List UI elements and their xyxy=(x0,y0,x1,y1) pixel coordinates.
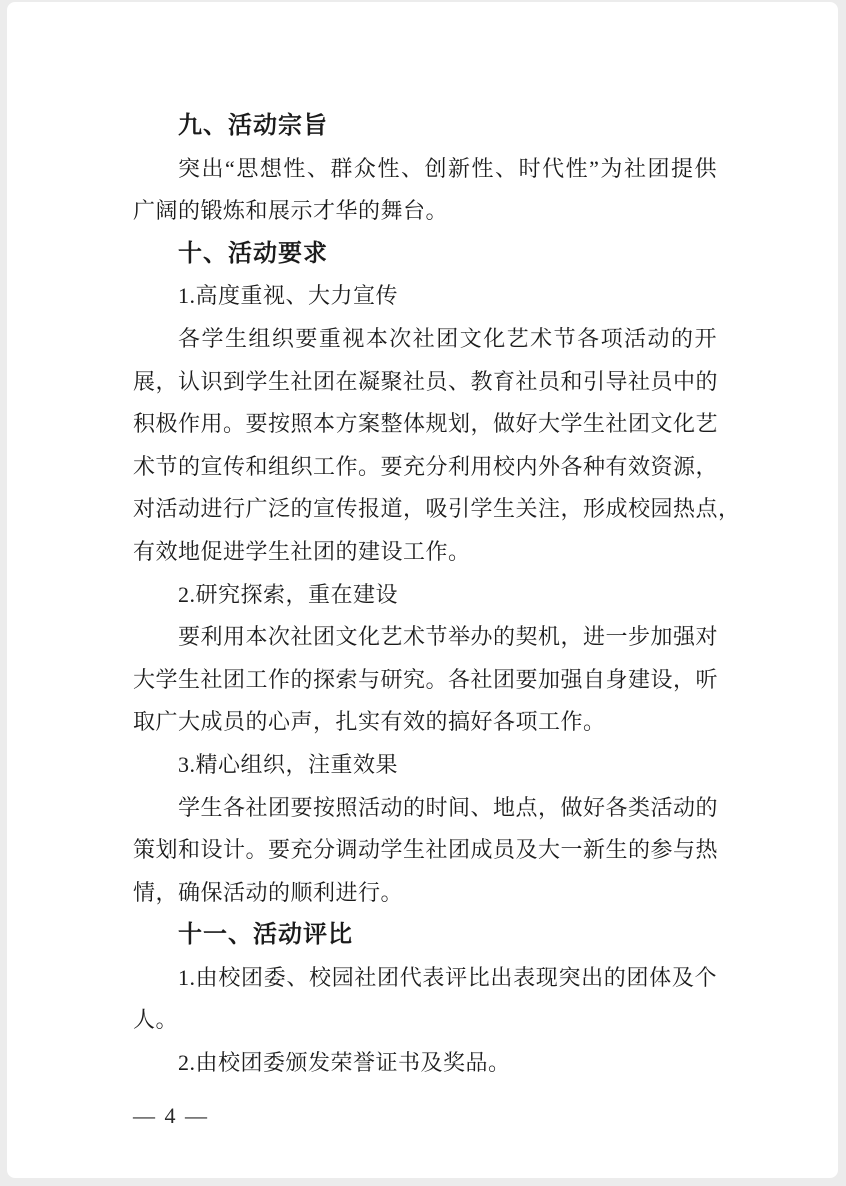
document-text-lines xyxy=(133,105,741,1085)
text-line: 大学生社团工作的探索与研究。各社团要加强自身建设，听 xyxy=(133,666,719,692)
text-line: 各学生组织要重视本次社团文化艺术节各项活动的开 xyxy=(178,325,717,351)
section-heading: 十一、活动评比 xyxy=(178,921,353,949)
text-line: 2.由校团委颁发荣誉证书及奖品。 xyxy=(178,1050,511,1076)
text-line: 对活动进行广泛的宣传报道，吸引学生关注，形成校园热点， xyxy=(133,496,741,522)
text-line: 学生各社团要按照活动的时间、地点，做好各类活动的 xyxy=(178,794,719,820)
text-line: 术节的宣传和组织工作。要充分利用校内外各种有效资源， xyxy=(133,453,719,479)
section-heading: 十、活动要求 xyxy=(178,239,328,267)
page-number: — 4 — xyxy=(133,1102,209,1128)
text-line: 人。 xyxy=(133,1007,179,1033)
text-line: 策划和设计。要充分调动学生社团成员及大一新生的参与热 xyxy=(133,837,719,863)
text-line: 展，认识到学生社团在凝聚社员、教育社员和引导社员中的 xyxy=(133,368,719,394)
text-line: 突出“思想性、群众性、创新性、时代性”为社团提供 xyxy=(178,155,717,181)
text-line: 取广大成员的心声，扎实有效的搞好各项工作。 xyxy=(133,709,606,735)
text-line: 积极作用。要按照本方案整体规划，做好大学生社团文化艺 xyxy=(133,411,719,437)
text-line: 要利用本次社团文化艺术节举办的契机，进一步加强对 xyxy=(178,624,719,650)
text-line: 1.高度重视、大力宣传 xyxy=(178,283,399,309)
document-body xyxy=(133,105,741,1137)
text-line: 1.由校团委、校园社团代表评比出表现突出的团体及个 xyxy=(178,964,717,990)
text-line: 广阔的锻炼和展示才华的舞台。 xyxy=(133,198,449,224)
text-line: 3.精心组织，注重效果 xyxy=(178,751,399,777)
section-heading: 九、活动宗旨 xyxy=(178,112,328,139)
text-line: 有效地促进学生社团的建设工作。 xyxy=(133,538,471,564)
text-line: 2.研究探索，重在建设 xyxy=(178,581,399,607)
document-page xyxy=(7,2,838,1178)
text-line: 情，确保活动的顺利进行。 xyxy=(133,879,404,905)
